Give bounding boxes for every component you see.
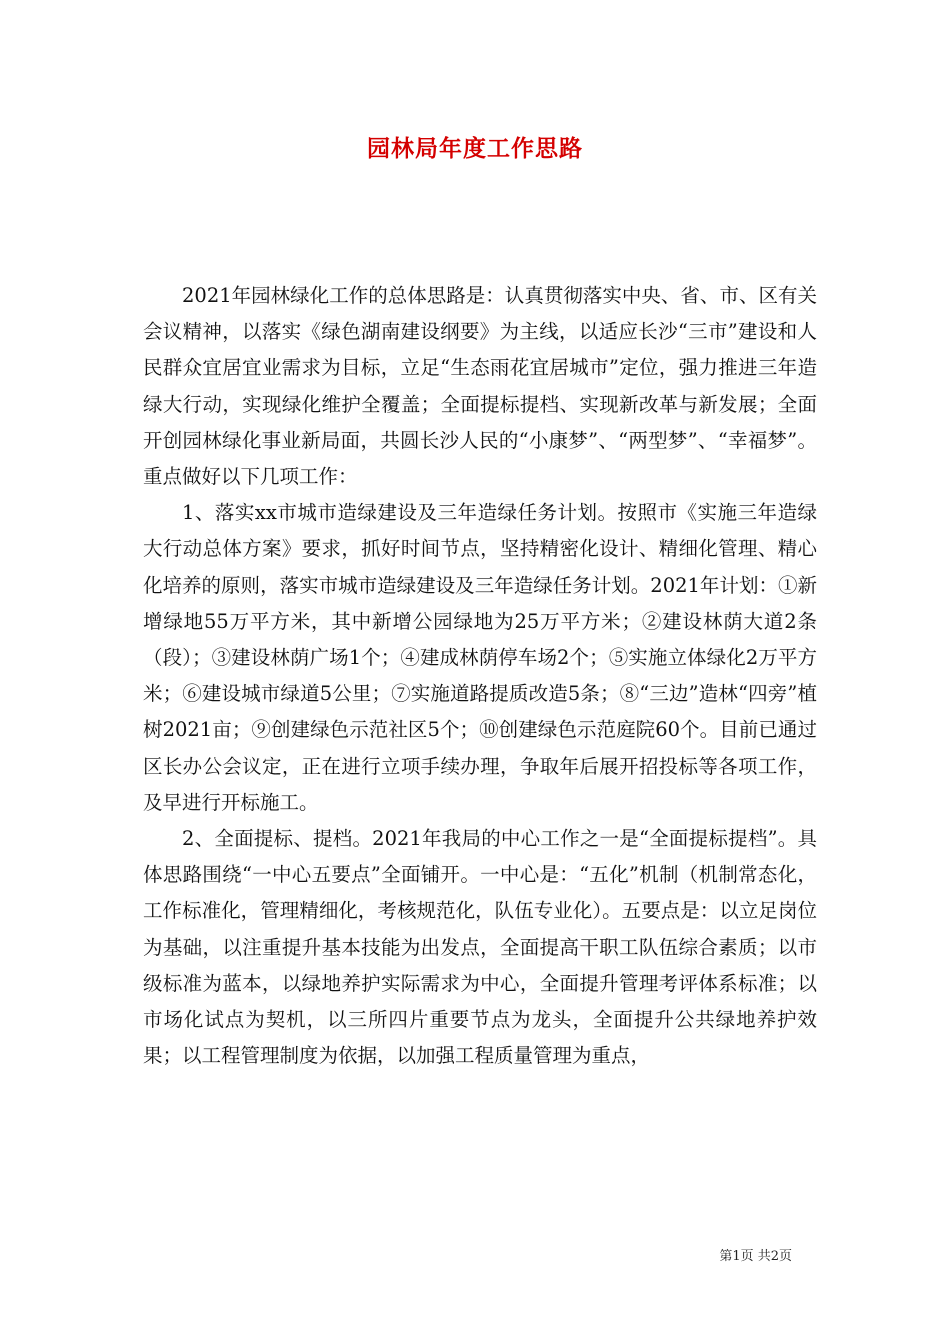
paragraph-item-1: 1、落实xx市城市造绿建设及三年造绿任务计划。按照市《实施三年造绿大行动总体方案》要求，抓好时间节点，坚持精密化设计、精细化管理、精心化培养的原则，落实市城市造绿建设及三年造绿任务计划。2021年计划：①新增绿地55万平方米，其中新增公园绿地为25万平方米；②建设林荫大道2条（段）；③建设林荫广场1个；④建成林荫停车场2个；⑤实施立体绿化2万平方米；⑥建设城市绿道5公里；⑦实施道路提质改造5条；⑧“三边”造林“四旁”植树2021亩；⑨创建绿色示范社区5个；⑩创建绿色示范庭院60个。目前已通过区长办公会议定，正在进行立项手续办理，争取年后展开招投标等各项工作，及早进行开标施工。 [143,501,817,814]
page-number: 第1页 共2页 [719,1249,792,1264]
document-body [143,278,817,1074]
document-title: 园林局年度工作思路 [367,135,583,162]
paragraph-overview: 2021年园林绿化工作的总体思路是：认真贯彻落实中央、省、市、区有关会议精神，以落实《绿色湖南建设纲要》为主线，以适应长沙“三市”建设和人民群众宜居宜业需求为目标，立足“生态雨花宜居城市”定位，强力推进三年造绿大行动，实现绿化维护全覆盖；全面提标提档、实现新改革与新发展；全面开创园林绿化事业新局面，共圆长沙人民的“小康梦”、“两型梦”、“幸福梦”。重点做好以下几项工作： [143,284,817,489]
paragraph-item-2: 2、全面提标、提档。2021年我局的中心工作之一是“全面提标提档”。具体思路围绕“一中心五要点”全面铺开。一中心是：“五化”机制（机制常态化，工作标准化，管理精细化，考核规范化，队伍专业化）。五要点是：以立足岗位为基础，以注重提升基本技能为出发点，全面提高干职工队伍综合素质；以市级标准为蓝本，以绿地养护实际需求为中心，全面提升管理考评体系标准；以市场化试点为契机，以三所四片重要节点为龙头，全面提升公共绿地养护效果；以工程管理制度为依据，以加强工程质量管理为重点， [143,827,817,1068]
